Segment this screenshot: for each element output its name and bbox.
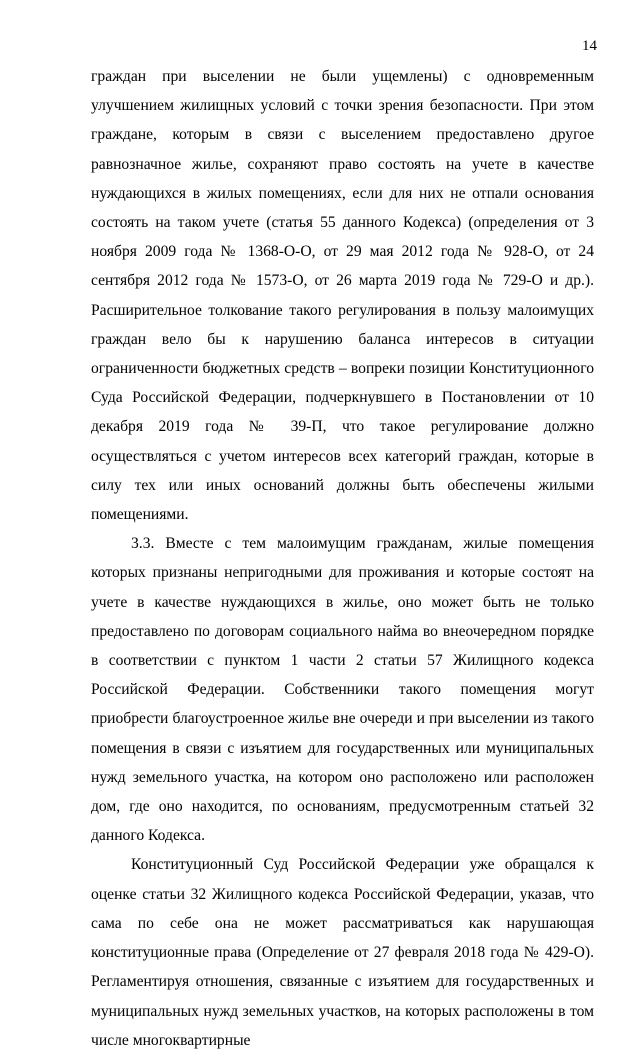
paragraph-3-3: 3.3. Вместе с тем малоимущим гражданам, жилые помещения которых признаны непригодными для проживания и которые состоят на учете в качестве нуждающихся в жилье, оно может быть не только предоставлено по договорам социального найма во внеочередном порядке в соответствии с пунктом 1 части 2 статьи 57 Жилищного кодекса Российской Федерации. Собственники такого помещения могут приобрести благоустроенное жилье вне очереди и при выселении из такого помещения в связи с изъятием для государственных или муниципальных нужд земельного участка, на котором оно расположено или расположен дом, где оно находится, по основаниям, предусмотренным статьей 32 данного Кодекса. xyxy=(91,535,594,845)
page-number: 14 xyxy=(582,38,597,54)
document-body xyxy=(91,62,594,1055)
paragraph-continuation: граждан при выселении не были ущемлены) с одновременным улучшением жилищных условий с точки зрения безопасности. При этом граждане, которым в связи с выселением предоставлено другое равнозначное жилье, сохраняют право состоять на учете в качестве нуждающихся в жилых помещениях, если для них не отпали основания состоять на таком учете (статья 55 данного Кодекса) (определения от 3 ноября 2009 года № 1368-О-О, от 29 мая 2012 года № 928-О, от 24 сентября 2012 года № 1573-О, от 26 марта 2019 года № 729-О и др.). Расширительное толкование такого регулирования в пользу малоимущих граждан вело бы к нарушению баланса интересов в ситуации ограниченности бюджетных средств – вопреки позиции Конституционного Суда Российской Федерации, подчеркнувшего в Постановлении от 10 декабря 2019 года № 39-П, что такое регулирование должно осуществляться с учетом интересов всех категорий граждан, которые в силу тех или иных оснований должны быть обеспечены жилыми помещениями. xyxy=(91,68,594,524)
paragraph-article-32: Конституционный Суд Российской Федерации уже обращался к оценке статьи 32 Жилищного кодекса Российской Федерации, указав, что сама по себе она не может рассматриваться как нарушающая конституционные права (Определение от 27 февраля 2018 года № 429-О). Регламентируя отношения, связанные с изъятием для государственных и муниципальных нужд земельных участков, на которых расположены в том числе многоквартирные xyxy=(91,856,594,1049)
